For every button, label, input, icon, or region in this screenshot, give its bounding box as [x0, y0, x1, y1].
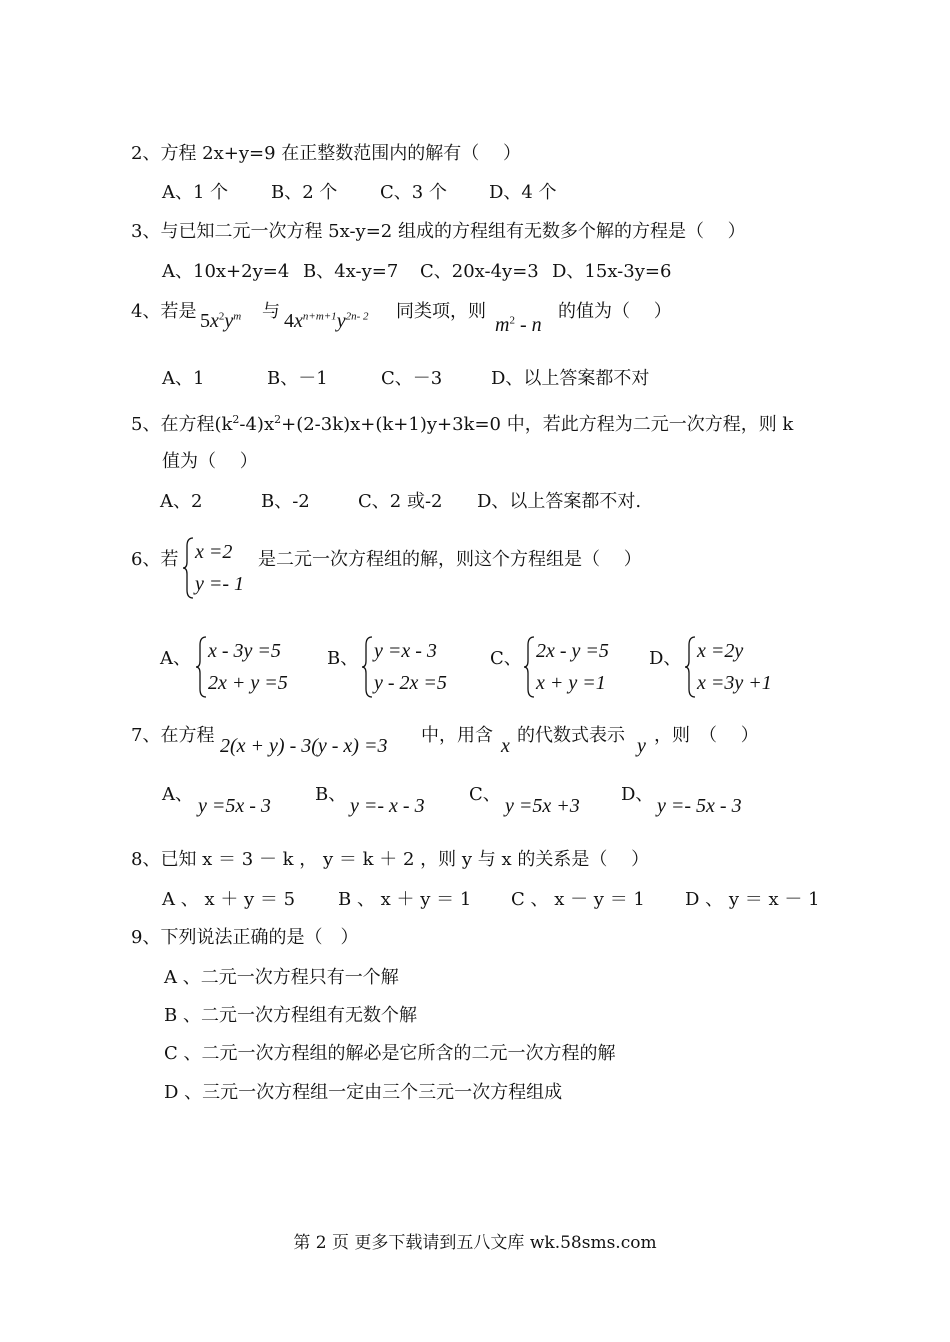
q6-option-a-row-1: x - 3y =5 [208, 640, 281, 662]
q7-var-y: y [637, 735, 646, 757]
q7-option-a-expr: y =5x - 3 [198, 795, 271, 817]
left-brace-icon [183, 536, 195, 600]
q2-option-b: B、2 个 [271, 182, 338, 203]
q5-option-d: D、以上答案都不对. [477, 491, 642, 512]
q4-mid: 与 [262, 301, 280, 322]
q8-stem: 8、已知 x ＝ 3 － k ， y ＝ k ＋ 2 ，则 y 与 x 的关系是（ ） [131, 849, 650, 870]
q7-option-a-label: A、 [162, 784, 193, 805]
q4-option-b: B、－1 [267, 368, 328, 389]
q7-option-c-label: C、 [469, 784, 501, 805]
q6-option-c-system [524, 635, 644, 699]
q6-option-b-label: B、 [327, 648, 359, 669]
q7-suffix: ，则 （ ） [654, 725, 759, 746]
q2-option-d: D、4 个 [489, 182, 557, 203]
q7-equation: 2(x + y) - 3(y - x) =3 [220, 735, 388, 757]
q6-suffix: 是二元一次方程组的解，则这个方程组是（ ） [258, 549, 642, 570]
q6-given-row-2: y =- 1 [195, 573, 245, 595]
q3-option-c: C、20x-4y=3 [420, 261, 539, 282]
q6-option-b-system [362, 635, 482, 699]
q6-option-d-row-1: x =2y [697, 640, 744, 662]
q9-stem: 9、下列说法正确的是（ ） [131, 927, 359, 948]
q7-option-d-expr: y =- 5x - 3 [657, 795, 742, 817]
q7-mid2: 的代数式表示 [517, 725, 625, 746]
q9-option-a: A 、二元一次方程只有一个解 [164, 967, 399, 988]
q6-option-d-label: D、 [649, 648, 682, 669]
q9-option-b: B 、二元一次方程组有无数个解 [164, 1005, 417, 1026]
q6-option-a-label: A、 [160, 648, 191, 669]
left-brace-icon [685, 635, 697, 699]
q4-option-a: A、1 [162, 368, 205, 389]
q7-mid: 中，用含 [421, 725, 493, 746]
q7-option-d-label: D、 [621, 784, 654, 805]
q5-stem-line2: 值为（ ） [162, 451, 258, 472]
q6-option-d-row-2: x =3y +1 [697, 672, 772, 694]
q7-prefix: 7、在方程 [131, 725, 215, 746]
q6-option-b-row-2: y - 2x =5 [374, 672, 447, 694]
q8-option-b: B 、 x ＋ y ＝ 1 [338, 889, 472, 910]
q3-stem: 3、与已知二元一次方程 5x-y=2 组成的方程组有无数多个解的方程是（ ） [131, 221, 746, 242]
q3-option-b: B、4x-y=7 [303, 261, 399, 282]
q6-option-c-label: C、 [490, 648, 522, 669]
q6-option-c-row-2: x + y =1 [536, 672, 606, 694]
q6-prefix: 6、若 [131, 549, 179, 570]
q6-option-a-row-2: 2x + y =5 [208, 672, 288, 694]
left-brace-icon [362, 635, 374, 699]
q5-option-b: B、-2 [261, 491, 310, 512]
q8-option-a: A 、 x ＋ y ＝ 5 [162, 889, 296, 910]
q9-option-c: C 、二元一次方程组的解必是它所含的二元一次方程的解 [164, 1043, 616, 1064]
q2-option-a: A、1 个 [162, 182, 229, 203]
q4-mid2: 同类项，则 [396, 301, 486, 322]
left-brace-icon [524, 635, 536, 699]
q4-option-d: D、以上答案都不对 [491, 368, 650, 389]
q4-prefix: 4、若是 [131, 301, 197, 322]
page-footer: 第 2 页 更多下载请到五八文库 wk.58sms.com [293, 1233, 657, 1253]
q7-option-b-label: B、 [315, 784, 347, 805]
q3-option-a: A、10x+2y=4 [162, 261, 290, 282]
q6-option-c-row-1: 2x - y =5 [536, 640, 609, 662]
q8-option-d: D 、 y ＝ x － 1 [685, 889, 820, 910]
q2-option-c: C、3 个 [380, 182, 447, 203]
q5-option-a: A、2 [160, 491, 203, 512]
q7-option-b-expr: y =- x - 3 [350, 795, 425, 817]
q6-given-system [183, 536, 263, 600]
q6-option-b-row-1: y =x - 3 [374, 640, 437, 662]
q4-suffix: 的值为（ ） [558, 301, 672, 322]
q6-given-row-1: x =2 [195, 541, 233, 563]
q4-expression: $m^2$ - n [495, 314, 542, 336]
q6-option-a-system [196, 635, 316, 699]
left-brace-icon [196, 635, 208, 699]
q9-option-d: D 、三元一次方程组一定由三个三元一次方程组成 [164, 1082, 563, 1103]
q4-option-c: C、－3 [381, 368, 443, 389]
q4-term1: $5x^2y^m$ [200, 310, 242, 332]
q6-option-d-system [685, 635, 805, 699]
q7-option-c-expr: y =5x +3 [505, 795, 580, 817]
q7-var-x: x [501, 735, 510, 757]
q4-term2: $4x^{n+m+1}y^{2n- 2}$ [284, 310, 369, 332]
q8-option-c: C 、 x － y ＝ 1 [511, 889, 645, 910]
q2-stem: 2、方程 2x+y=9 在正整数范围内的解有（ ） [131, 143, 522, 164]
q3-option-d: D、15x-3y=6 [552, 261, 672, 282]
q5-option-c: C、2 或-2 [358, 491, 443, 512]
q5-stem: 5、在方程$(k^2-4)x^2+(2-3k)x+(k+1)y+3k=0$ 中，若此方程为二元一次方程，则 k [131, 413, 794, 435]
